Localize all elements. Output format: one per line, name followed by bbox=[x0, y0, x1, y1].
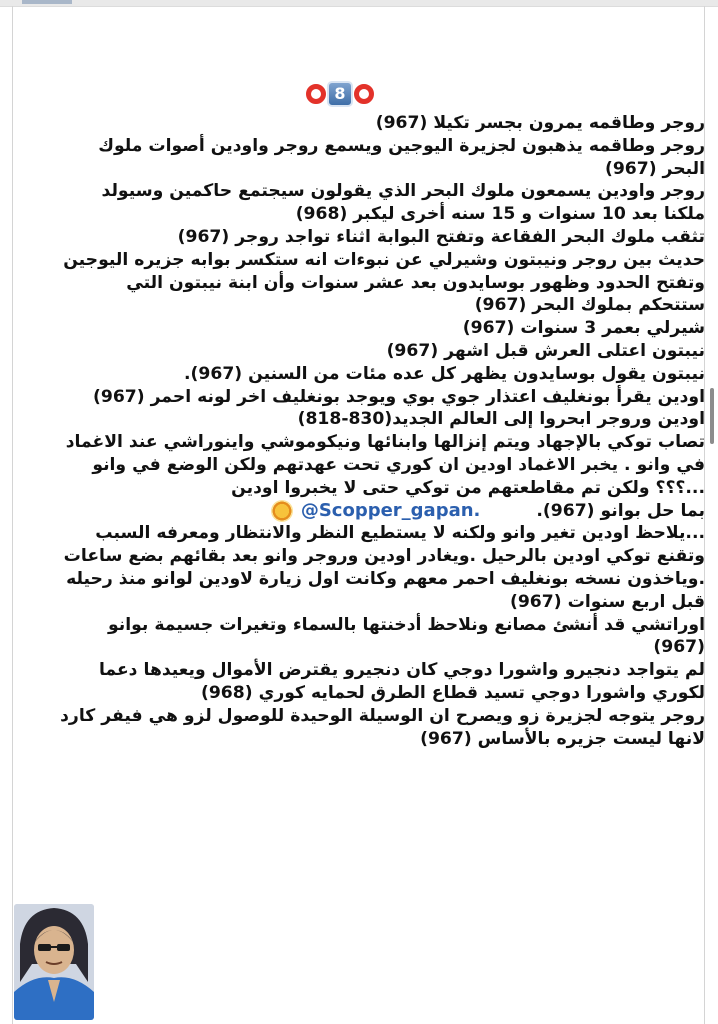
timeline-line: روجر واودين يسمعون ملوك البحر الذي يقولون سيجتمع حاكمين وسيولد ملكنا بعد 10 سنوات و 15 سنه أخرى ليكبر (968) bbox=[101, 181, 705, 225]
timeline-text bbox=[60, 112, 705, 942]
timeline-line: ...يلاحظ اودين تغير وانو ولكنه لا يستطيع النظر والانتظار ومعرفه السبب وتقنع توكي اودين بالرحيل .ويغادر اودين وروجر وانو بعد بقائهم بضع ساعات .وياخذون نسخه بونغليف احمر معهم وكانت اول زيارة لاودين لوانو منذ رحيله قبل اربع سنوات (967) bbox=[63, 523, 705, 612]
character-portrait-icon bbox=[14, 904, 94, 1020]
credit-handle[interactable]: @Scopper_gapan. bbox=[300, 499, 481, 521]
timeline-line: بما حل بوانو (967). bbox=[536, 500, 705, 521]
timeline-line: تثقب ملوك البحر الفقاعة وتفتح البوابة اثناء تواجد روجر (967) bbox=[177, 226, 705, 247]
timeline-line: تصاب توكي بالإجهاد ويتم إنزالها وابنائها ونيكوموشي واينوراشي عند الاغماد في وانو . يخبر الاغماد اودين ان كوري تحت عهدتهم ولكن الوضع في وانو ...؟؟؟ ولكن تم مقاطعتهم من توكي حتى لا يخبروا اودين bbox=[65, 432, 705, 498]
chapter-badge bbox=[292, 78, 388, 110]
red-circle-icon bbox=[354, 84, 374, 104]
credit-row bbox=[60, 500, 705, 523]
timeline-line: حديث بين روجر ونيبتون وشيرلي عن نبوءات انه ستكسر بوابه جزيره اليوجين وتفتح الحدود وظهور بوسايدون بعد عشر سنوات وأن ابنة نيبتون التي ستتحكم بملوك البحر (967) bbox=[63, 249, 705, 316]
timeline-line: روجر وطاقمه يذهبون لجزيرة اليوجين ويسمع روجر واودين أصوات ملوك البحر (967) bbox=[98, 135, 705, 179]
avatar[interactable] bbox=[14, 904, 94, 1020]
red-circle-icon bbox=[306, 84, 326, 104]
top-status-strip bbox=[0, 0, 718, 7]
timeline-line: شيرلي بعمر 3 سنوات (967) bbox=[462, 318, 705, 339]
timeline-line: لم يتواجد دنجيرو واشورا دوجي كان دنجيرو يقترض الأموال ويعيدها دعما لكوري واشورا دوجي تسيد قطاع الطرق لحمايه كوري (968) bbox=[98, 660, 705, 703]
timeline-line: اوراتشي قد أنشئ مصانع ونلاحظ أدخنتها بالسماء وتغيرات جسيمة بوانو (967) bbox=[108, 614, 705, 658]
timeline-line: نيبتون اعتلى العرش قبل اشهر (967) bbox=[386, 340, 705, 361]
timeline-line: اودين يقرأ بونغليف اعتذار جوي بوي ويوجد بونغليف اخر لونه احمر (967) bbox=[93, 386, 705, 407]
timeline-line: نيبتون يقول بوسايدون يظهر كل عده مئات من السنين (967). bbox=[184, 363, 705, 384]
number-keycap-icon: 8 bbox=[327, 81, 353, 107]
page-frame-left bbox=[12, 6, 13, 1024]
timeline-line: اودين وروجر ابحروا إلى العالم الجديد(830-818) bbox=[297, 409, 705, 430]
sun-emblem-icon bbox=[271, 500, 293, 522]
top-avatar-sliver bbox=[22, 0, 72, 4]
timeline-line: روجر وطاقمه يمرون بجسر تكيلا (967) bbox=[375, 113, 705, 133]
scroll-indicator[interactable] bbox=[710, 388, 714, 444]
timeline-line: روجر يتوجه لجزيرة زو ويصرح ان الوسيلة الوحيدة للوصول لزو هي فيفر كارد لانها ليست جزيره بالأساس (967) bbox=[60, 705, 705, 749]
